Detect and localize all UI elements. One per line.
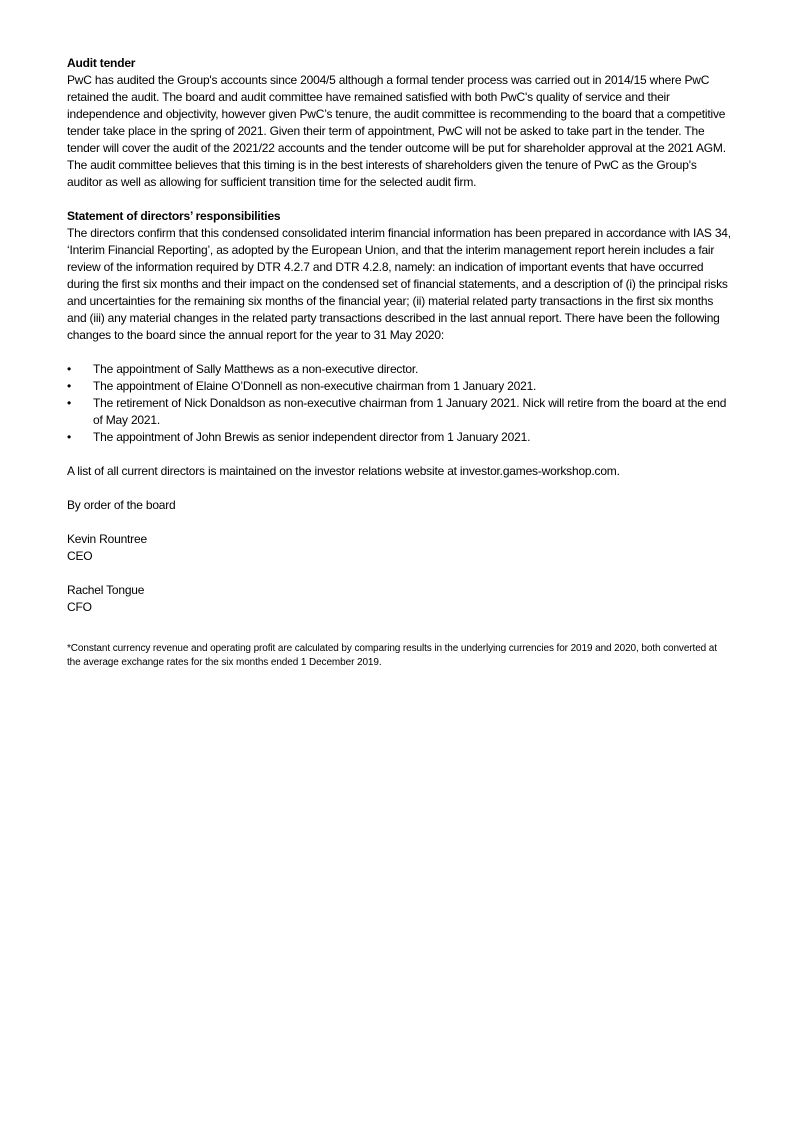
by-order-of-the-board: By order of the board <box>67 498 176 512</box>
constant-currency-footnote: *Constant currency revenue and operating profit are calculated by comparing results in the underlying currencies for 2019 and 2020, both converted at the average exchange rates for the six months ended 1 December 2019. <box>67 643 717 668</box>
signatory-title: CFO <box>67 600 92 614</box>
list-item <box>67 378 733 395</box>
bullet-icon: • <box>67 379 72 393</box>
signature-block-cfo <box>67 582 733 616</box>
signatory-name: Rachel Tongue <box>67 583 145 597</box>
list-item <box>67 395 733 429</box>
list-item-text: The appointment of Elaine O’Donnell as non-executive chairman from 1 January 2021. <box>93 379 537 393</box>
bullet-icon: • <box>67 430 72 444</box>
directors-responsibilities-paragraph: The directors confirm that this condensed consolidated interim financial information has been prepared in accordance with IAS 34, ‘Interim Financial Reporting’, as adopted by the European Union, and that the interim management report herein includes a fair review of the information required by DTR 4.2.7 and DTR 4.2.8, namely: an indication of important events that have occurred during the first six months and their impact on the condensed set of financial statements, and a description of (i) the principal risks and uncertainties for the remaining six months of the financial year; (ii) material related party transactions in the first six months and (iii) any material changes in the related party transactions described in the last annual report. There have been the following changes to the board since the annual report for the year to 31 May 2020: <box>67 226 731 342</box>
signatory-title: CEO <box>67 549 93 563</box>
board-changes-list <box>67 361 733 446</box>
directors-responsibilities-heading: Statement of directors’ responsibilities <box>67 209 281 223</box>
list-item <box>67 429 733 446</box>
list-item-text: The appointment of Sally Matthews as a non-executive director. <box>93 362 419 376</box>
current-directors-note: A list of all current directors is maintained on the investor relations website at investor.games-workshop.com. <box>67 464 620 478</box>
list-item-text: The appointment of John Brewis as senior independent director from 1 January 2021. <box>93 430 531 444</box>
list-item <box>67 361 733 378</box>
audit-tender-paragraph: PwC has audited the Group's accounts since 2004/5 although a formal tender process was carried out in 2014/15 where PwC retained the audit. The board and audit committee have remained satisfied with both PwC's quality of service and their independence and objectivity, however given PwC’s tenure, the audit committee is recommending to the board that a competitive tender take place in the spring of 2021. Given their term of appointment, PwC will not be asked to take part in the tender. The tender will cover the audit of the 2021/22 accounts and the tender outcome will be put for shareholder approval at the 2021 AGM. The audit committee believes that this timing is in the best interests of shareholders given the tenure of PwC as the Group's auditor as well as allowing for sufficient transition time for the selected audit firm. <box>67 73 726 189</box>
bullet-icon: • <box>67 362 72 376</box>
list-item-text: The retirement of Nick Donaldson as non-executive chairman from 1 January 2021. Nick will retire from the board at the end of May 2021. <box>93 396 727 427</box>
bullet-icon: • <box>67 396 72 410</box>
signatory-name: Kevin Rountree <box>67 532 147 546</box>
audit-tender-heading: Audit tender <box>67 56 136 70</box>
signature-block-ceo <box>67 531 733 565</box>
